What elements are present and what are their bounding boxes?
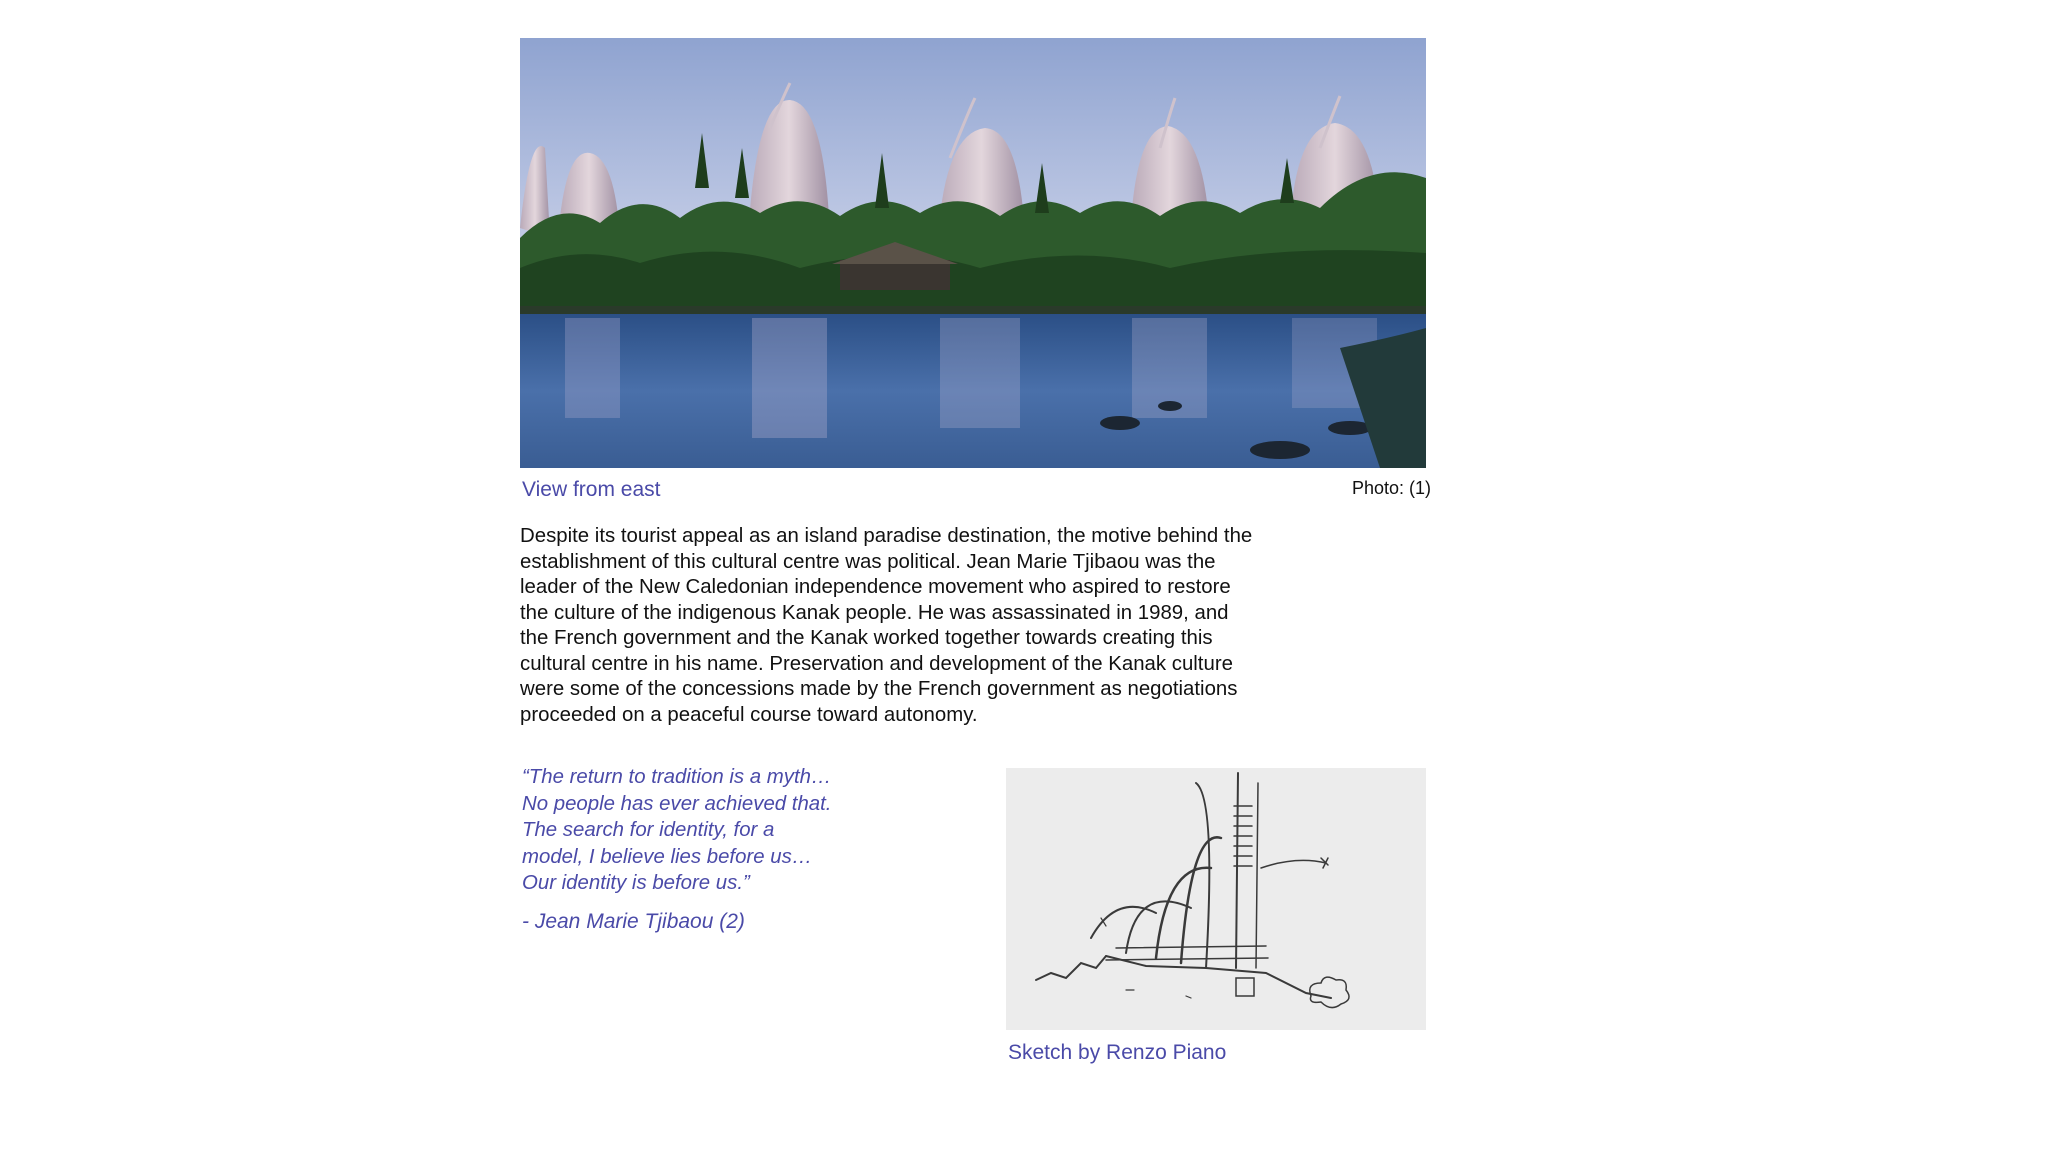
photo-view-from-east [520, 38, 1426, 468]
body-line: proceeded on a peaceful course toward autonomy. [520, 703, 978, 726]
quote-line: Our identity is before us.” [522, 872, 750, 894]
photo-credit: Photo: (1) [1351, 478, 1431, 498]
body-line: cultural centre in his name. Preservation and development of the Kanak culture [520, 652, 1233, 675]
body-line: Despite its tourist appeal as an island paradise destination, the motive behind the [520, 525, 1253, 547]
body-paragraph [520, 524, 1340, 728]
quote-line: model, I believe lies before us… [522, 845, 813, 868]
quote-line: The search for identity, for a [522, 819, 775, 841]
quote-attribution: - Jean Marie Tjibaou (2) [522, 910, 745, 933]
sketch-caption: Sketch by Renzo Piano [1008, 1041, 1227, 1064]
body-line: were some of the concessions made by the French government as negotiations [520, 678, 1238, 700]
photo-illustration [520, 38, 1426, 468]
quote-line: No people has ever achieved that. [522, 792, 832, 815]
sketch-illustration [1006, 768, 1426, 1030]
quote-line: “The return to tradition is a myth… [522, 766, 832, 788]
body-line: establishment of this cultural centre was political. Jean Marie Tjibaou was the [520, 550, 1216, 573]
body-line: the culture of the indigenous Kanak people. He was assassinated in 1989, and [520, 601, 1229, 624]
renzo-piano-sketch [1006, 768, 1426, 1030]
photo-caption: View from east [522, 478, 661, 501]
tjibaou-quote [522, 764, 942, 897]
body-line: the French government and the Kanak worked together towards creating this [520, 627, 1213, 649]
body-line: leader of the New Caledonian independence movement who aspired to restore [520, 576, 1231, 598]
